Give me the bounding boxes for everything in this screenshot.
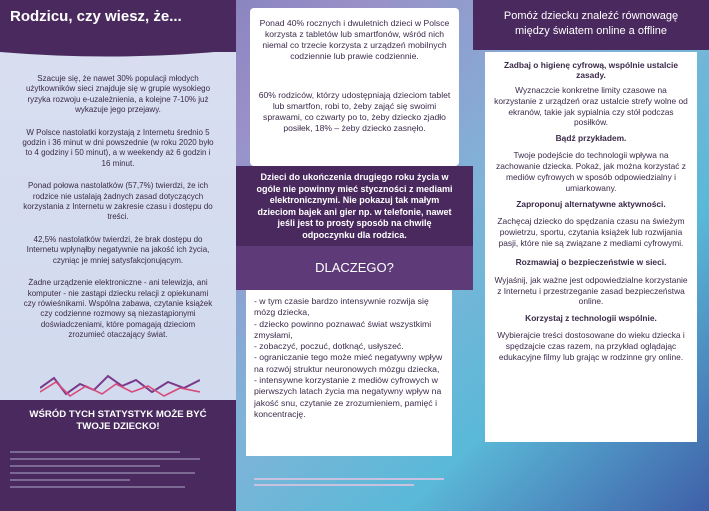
column-young-children (236, 0, 473, 511)
header-wave (0, 46, 236, 60)
column-stats (0, 0, 236, 511)
tip-2-heading: Bądź przykładem. (555, 133, 627, 144)
why-heading: DLACZEGO? (315, 260, 394, 275)
advice-text: Dzieci do ukończenia drugiego roku życia w ogóle nie powinny mieć styczności z mediami elektronicznymi. Nie pokazuj tak małym dzieciom bajek ani gier np. w telefonie, nawet jeśli jest to prosty sposób na chwilę odpoczynku dla rodzica. (256, 172, 453, 240)
stat-2: W Polsce nastolatki korzystają z Internetu średnio 5 godzin i 36 minut w dni powszednie (w roku 2020 było to 4 godziny i 50 minut), a w weekendy aż 6 godzin i 16 minut. (22, 127, 214, 168)
tip-2-text: Twoje podejście do technologii wpływa na zachowanie dziecka. Pokaż, jak można korzystać z mediów cyfrowych w sposób odpowiedzialny i umiarkowany. (496, 150, 686, 193)
header-band (0, 0, 236, 52)
why-heading-band (236, 246, 473, 290)
stat-4: 42,5% nastolatków twierdzi, że brak dostępu do Internetu wpłynąłby negatywnie na jakość ich życia, czyniąc je mniej satysfakcjonującym. (26, 234, 210, 265)
why-list-card (246, 290, 452, 456)
balance-title: Pomóż dziecku znaleźć równowagę między światem online a offline (503, 10, 679, 37)
advice-band (236, 166, 473, 246)
banner-text: WŚRÓD TYCH STATYSTYK MOŻE BYĆ TWOJE DZIECKO! (29, 409, 207, 432)
why-item-5: - intensywne korzystanie z mediów cyfrowych w pierwszych latach życia ma negatywny wpływ na jakość snu, czytanie ze zrozumieniem, pamięć i koncentrację. (254, 375, 442, 419)
tip-1-text: Wyznaczcie konkretne limity czasowe na korzystanie z urządzeń oraz ustalcie strefy wolne od ekranów, takie jak sypialnia czy stół podczas posiłków. (494, 85, 688, 128)
column-balance (473, 0, 709, 511)
decor-line-graph-icon (40, 370, 200, 404)
tips-card (485, 52, 697, 442)
young-stat-2: 60% rodziców, którzy udostępniają dzieciom tablet lub smartfon, robi to, żeby zająć się swoimi sprawami, co czwarty po to, żeby dziecko zjadło posiłek, 18% – żeby dziecko zasnęło. (258, 90, 451, 133)
col2-footnotes (254, 478, 454, 486)
tip-5-heading: Korzystaj z technologii wspólnie. (525, 313, 657, 324)
stat-5: Żadne urządzenie elektroniczne - ani telewizja, ani komputer - nie zastąpi dziecku relacji z opiekunami czy rówieśnikami. Wspólna zabawa, czytanie książek czy codzienne rozmowy są niezastąpionymi doświadczeniami, które pomagają dzieciom zrozumieć otaczający świat. (23, 278, 213, 340)
stat-1: Szacuje się, że nawet 30% populacji młodych użytkowników sieci znajduje się w grupie wysokiego ryzyka rozwoju e-uzależnienia, a kolejne 7-10% już wykazuje jego przejawy. (25, 74, 211, 115)
tip-3-heading: Zaproponuj alternatywne aktywności. (516, 199, 666, 210)
why-item-2: - dziecko powinno poznawać świat wszystkimi zmysłami, (254, 318, 432, 340)
footnotes (10, 451, 210, 493)
why-item-4: - ograniczanie tego może mieć negatywny wpływ na rozwój struktur neuronowych mózgu dziecka, (254, 352, 443, 374)
tip-4-text: Wyjaśnij, jak ważne jest odpowiedzialne korzystanie z Internetu i przestrzeganie zasad bezpieczeństwa online. (494, 274, 688, 307)
young-stat-1: Ponad 40% rocznych i dwuletnich dzieci w Polsce korzysta z tabletów lub smartfonów, wśród nich niemal co trzecie korzysta z urządzeń mobilnych codziennie lub prawie codziennie. (259, 18, 450, 61)
stats-card (250, 8, 459, 166)
page-title: Rodzicu, czy wiesz, że... (10, 8, 182, 25)
why-item-1: - w tym czasie bardzo intensywnie rozwija się mózg dziecka, (254, 296, 429, 318)
tip-1-heading: Zadbaj o higienę cyfrową, wspólnie ustalcie zasady. (503, 60, 679, 80)
tip-5-text: Wybierajcie treści dostosowane do wieku dziecka i spędzajcie czas razem, na przykład oglądając edukacyjne filmy lub grając w rodzinne gry online. (497, 330, 685, 362)
footnotes-area (0, 443, 236, 511)
why-item-3: - zobaczyć, poczuć, dotknąć, usłyszeć. (254, 341, 404, 352)
tip-3-text: Zachęcaj dziecko do spędzania czasu na świeżym powietrzu, sportu, czytania książek lub rozwijania pasji, które nie są związane z mediami cyfrowymi. (497, 216, 685, 248)
tip-4-heading: Rozmawiaj o bezpieczeństwie w sieci. (515, 256, 667, 267)
banner (0, 400, 236, 443)
balance-header (473, 0, 709, 50)
stat-3: Ponad połowa nastolatków (57,7%) twierdzi, że ich rodzice nie ustalają żadnych zasad dotyczących korzystania z Internetu w zakresie czasu i dostępu do treści. (23, 181, 213, 222)
